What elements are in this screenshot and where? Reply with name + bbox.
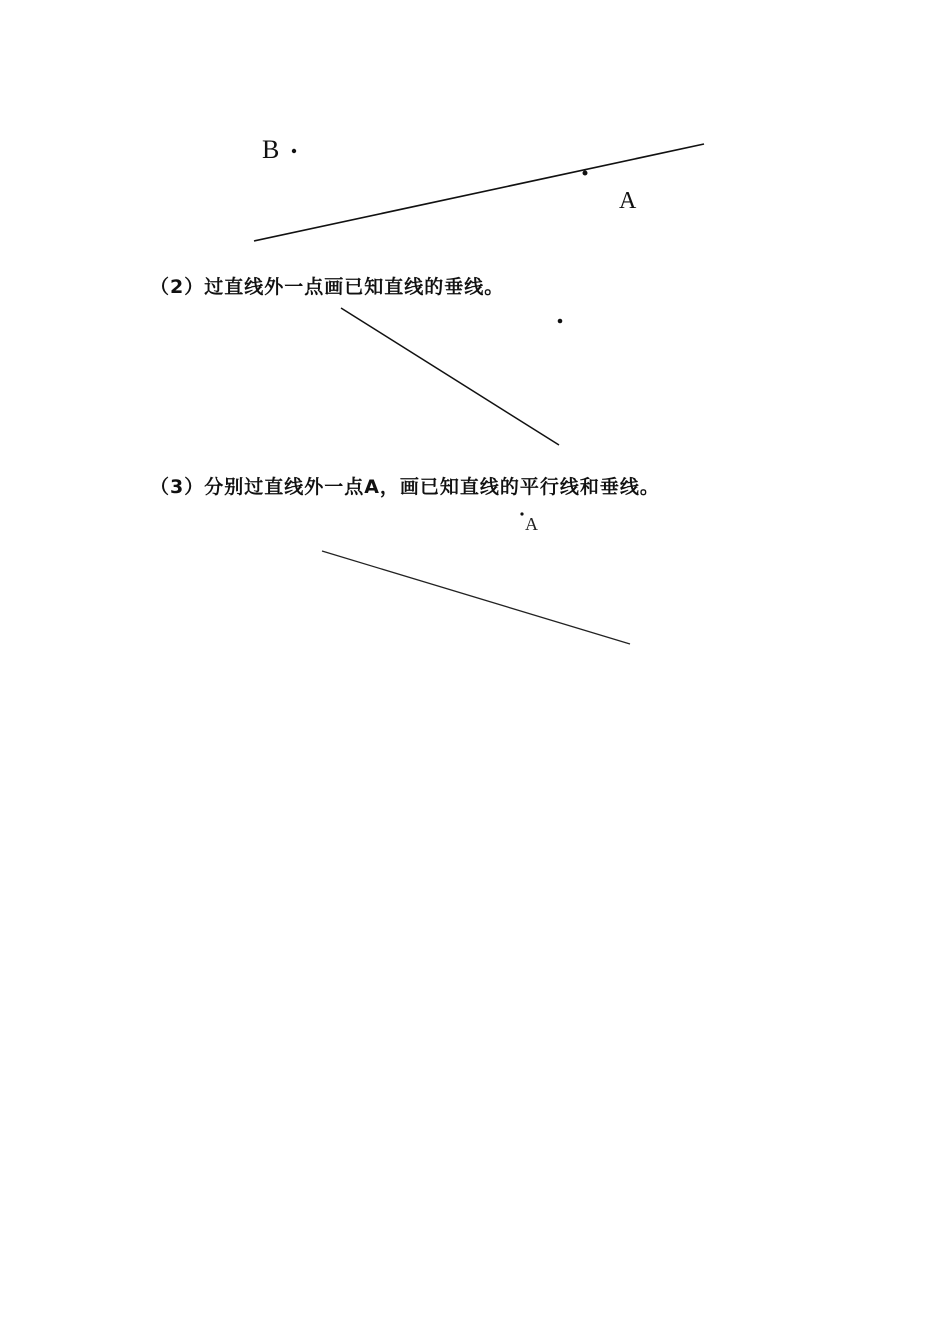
given-line-1	[254, 144, 704, 241]
point-b-label: B	[262, 135, 280, 164]
question-2-text: （2）过直线外一点画已知直线的垂线。	[150, 276, 505, 298]
point-a3-label: A	[525, 514, 538, 534]
outside-point-dot	[558, 319, 563, 324]
figure-3	[322, 512, 630, 644]
point-b-dot	[292, 149, 296, 153]
point-a-dot	[583, 171, 588, 176]
point-a-label: A	[619, 188, 637, 214]
figure-1	[254, 135, 704, 241]
point-a3-dot	[520, 512, 523, 515]
figure-2	[341, 308, 562, 445]
given-line-3	[322, 551, 630, 644]
given-line-2	[341, 308, 559, 445]
question-3-text: （3）分别过直线外一点A，画已知直线的平行线和垂线。	[150, 476, 660, 498]
